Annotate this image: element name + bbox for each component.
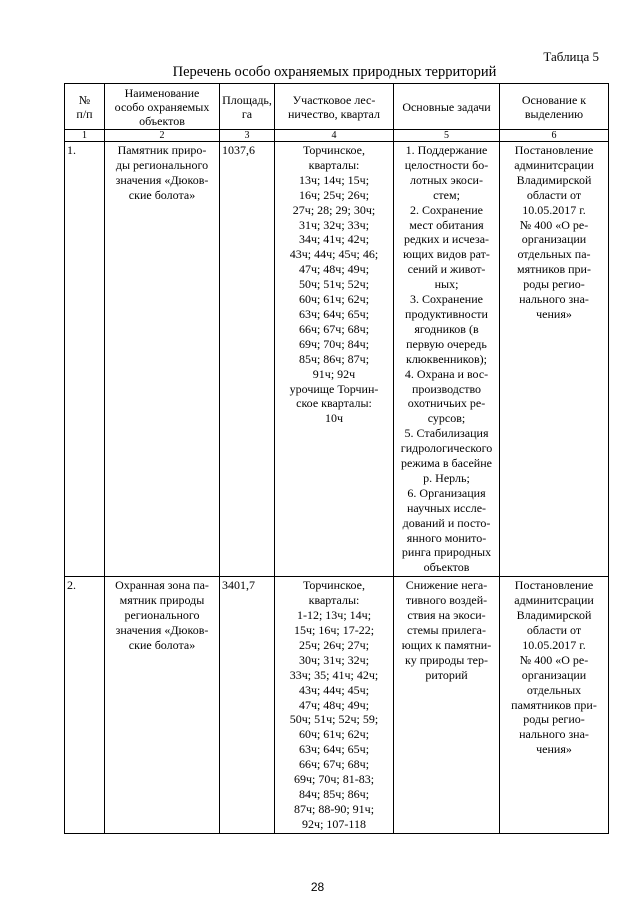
text-line: 66ч; 67ч; 68ч; (298, 757, 370, 772)
text-line: ское кварталы: (296, 396, 372, 411)
text-line: Охранная зона па- (115, 578, 209, 593)
text-line: стемы прилега- (407, 623, 486, 637)
text-line: 85ч; 86ч; 87ч; (298, 351, 370, 366)
text-line: ринга природных (401, 545, 492, 560)
text-line: стем; (433, 187, 460, 202)
text-line: гидрологического (400, 441, 493, 456)
text-line: отдельных (526, 682, 582, 697)
text-line: Площадь, (222, 92, 272, 107)
text-line: сурсов; (427, 411, 466, 426)
text-line: 60ч; 61ч; 62ч; (298, 727, 370, 742)
text-line: 1. Поддержание (405, 143, 488, 157)
text-line: риторий (425, 667, 468, 682)
text-line: 43ч; 44ч; 45ч; 46; (289, 247, 379, 262)
text-line: области от (526, 623, 582, 637)
text-line: регионального (124, 608, 200, 623)
text-line: Наименование (124, 85, 200, 100)
text-line: 4. Охрана и вос- (404, 366, 489, 381)
forestry-quarters (275, 577, 394, 834)
text-line: объектов (423, 560, 470, 575)
text-line: 6. Организация (407, 485, 486, 500)
text-line: Владимирской (516, 172, 592, 187)
text-line: ющих видов рат- (403, 247, 490, 262)
table-row (65, 142, 609, 577)
text-line: ствия на экоси- (407, 608, 486, 623)
header-cell-number (65, 84, 105, 130)
text-line: 10.05.2017 г. (522, 637, 586, 652)
text-line: Торчинское, (302, 143, 366, 157)
row-number: 2. (65, 577, 105, 834)
text-line: 84ч; 85ч; 86ч; (298, 786, 370, 801)
text-line: № 400 «О ре- (519, 217, 589, 232)
table-header-row (65, 84, 609, 130)
text-line: админитсрации (514, 593, 594, 608)
text-line: 50ч; 51ч; 52ч; 59; (289, 712, 379, 727)
text-line: отдельных па- (517, 247, 591, 262)
text-line: Постановление (514, 143, 594, 157)
text-line: 31ч; 32ч; 33ч; (298, 217, 370, 232)
text-line: 50ч; 51ч; 52ч; (298, 277, 370, 292)
text-line: научных иссле- (406, 500, 487, 515)
text-line: Постановление (514, 578, 594, 593)
text-line: объектов (139, 113, 185, 128)
column-number: 5 (394, 130, 500, 142)
column-number: 2 (105, 130, 220, 142)
text-line: ничество, квартал (288, 106, 380, 121)
text-line: целостности бо- (404, 157, 489, 172)
text-line: сений и живот- (407, 262, 486, 277)
forestry-quarters (275, 142, 394, 577)
text-line: особо охраняемых (114, 99, 210, 114)
text-line: № 400 «О ре- (519, 652, 589, 667)
text-line: 5. Стабилизация (404, 426, 489, 441)
header-cell-tasks (394, 84, 500, 130)
text-line: Памятник приро- (117, 143, 207, 157)
text-line: Снижение нега- (405, 578, 488, 593)
header-cell-basis (500, 84, 609, 130)
text-line: 87ч; 88-90; 91ч; (293, 801, 375, 816)
text-line: 34ч; 41ч; 42ч; (298, 232, 370, 247)
text-line: янного монито- (406, 530, 487, 545)
text-line: мятников при- (517, 262, 591, 277)
text-line: 10ч (324, 411, 344, 426)
text-line: Участковое лес- (292, 92, 376, 107)
text-line: 16ч; 25ч; 26ч; (298, 187, 370, 202)
text-line: дований и посто- (402, 515, 491, 530)
column-number: 6 (500, 130, 609, 142)
text-line: урочище Торчин- (289, 381, 379, 396)
column-numbers-row (65, 130, 609, 142)
text-line: 91ч; 92ч (312, 366, 356, 381)
text-line: 25ч; 26ч; 27ч; (298, 637, 370, 652)
text-line: ские болота» (128, 637, 196, 652)
text-line: 63ч; 64ч; 65ч; (298, 742, 370, 757)
main-tasks (394, 142, 500, 577)
text-line: 13ч; 14ч; 15ч; (298, 172, 370, 187)
text-line: роды регио- (523, 277, 585, 292)
text-line: тивного воздей- (405, 593, 488, 608)
text-line: 69ч; 70ч; 81-83; (293, 772, 375, 787)
text-line: 69ч; 70ч; 84ч; (298, 336, 370, 351)
basis-document (500, 577, 609, 834)
text-line: 63ч; 64ч; 65ч; (298, 306, 370, 321)
text-line: мятник природы (119, 593, 205, 608)
text-line: ские болота» (128, 187, 196, 202)
text-line: 15ч; 16ч; 17-22; (293, 623, 375, 637)
text-line: 1-12; 13ч; 14ч; (296, 608, 372, 623)
text-line: п/п (76, 106, 93, 121)
text-line: нального зна- (519, 292, 589, 307)
table-row (65, 577, 609, 834)
text-line: значения «Дюков- (115, 172, 209, 187)
column-number: 4 (275, 130, 394, 142)
text-line: мест обитания (409, 217, 484, 232)
text-line: организации (521, 667, 587, 682)
object-name (105, 577, 220, 834)
text-line: ющих к памятни- (401, 637, 492, 652)
text-line: редких и исчеза- (403, 232, 490, 247)
row-number: 1. (65, 142, 105, 577)
text-line: области от (526, 187, 582, 202)
table-number-label: Таблица 5 (543, 49, 599, 64)
text-line: чения» (536, 306, 572, 321)
text-line: роды регио- (523, 712, 585, 727)
text-line: 27ч; 28; 29; 30ч; (292, 202, 376, 217)
text-line: админитсрации (514, 157, 594, 172)
area-value: 3401,7 (220, 577, 275, 834)
text-line: нального зна- (519, 727, 589, 742)
area-value: 1037,6 (220, 142, 275, 577)
text-line: 66ч; 67ч; 68ч; (298, 321, 370, 336)
text-line: кварталы: (308, 593, 360, 608)
text-line: продуктивности (405, 306, 488, 321)
text-line: первую очередь (406, 336, 487, 351)
header-cell-forestry (275, 84, 394, 130)
text-line: лотных экоси- (410, 172, 483, 187)
text-line: ных; (434, 277, 459, 292)
text-line: ку природы тер- (405, 652, 488, 667)
page-number: 28 (310, 880, 325, 894)
text-line: 2. Сохранение (410, 202, 483, 217)
text-line: 47ч; 48ч; 49ч; (298, 697, 370, 712)
protected-territories-table (64, 83, 609, 834)
text-line: Владимирской (516, 608, 592, 623)
header-cell-name (105, 84, 220, 130)
text-line: чения» (536, 742, 572, 757)
text-line: Основные задачи (402, 99, 491, 114)
text-line: 30ч; 31ч; 32ч; (298, 652, 370, 667)
text-line: Основание к (521, 92, 587, 107)
text-line: режима в басейне (401, 456, 492, 471)
main-tasks (394, 577, 500, 834)
text-line: 47ч; 48ч; 49ч; (298, 262, 370, 277)
text-line: № (78, 92, 91, 107)
text-line: р. Нерль; (423, 470, 470, 485)
text-line: клюквенников); (405, 351, 488, 366)
column-number: 3 (220, 130, 275, 142)
text-line: охотничьих ре- (407, 396, 486, 411)
object-name (105, 142, 220, 577)
text-line: ягодников (в (414, 321, 479, 336)
text-line: 60ч; 61ч; 62ч; (298, 292, 370, 307)
text-line: 33ч; 35; 41ч; 42ч; (289, 667, 379, 682)
text-line: памятников при- (511, 697, 597, 712)
document-title: Перечень особо охраняемых природных территорий (172, 64, 497, 80)
text-line: га (241, 106, 253, 121)
text-line: ды регионального (115, 157, 209, 172)
column-number: 1 (65, 130, 105, 142)
text-line: 3. Сохранение (410, 292, 483, 307)
basis-document (500, 142, 609, 577)
text-line: кварталы: (308, 157, 360, 172)
text-line: 10.05.2017 г. (522, 202, 586, 217)
text-line: 92ч; 107-118 (302, 816, 366, 831)
text-line: значения «Дюков- (115, 623, 209, 637)
text-line: производство (411, 381, 482, 396)
text-line: Торчинское, (302, 578, 366, 593)
text-line: 43ч; 44ч; 45ч; (298, 682, 370, 697)
text-line: организации (521, 232, 587, 247)
header-cell-area (220, 84, 275, 130)
text-line: выделению (524, 106, 584, 121)
